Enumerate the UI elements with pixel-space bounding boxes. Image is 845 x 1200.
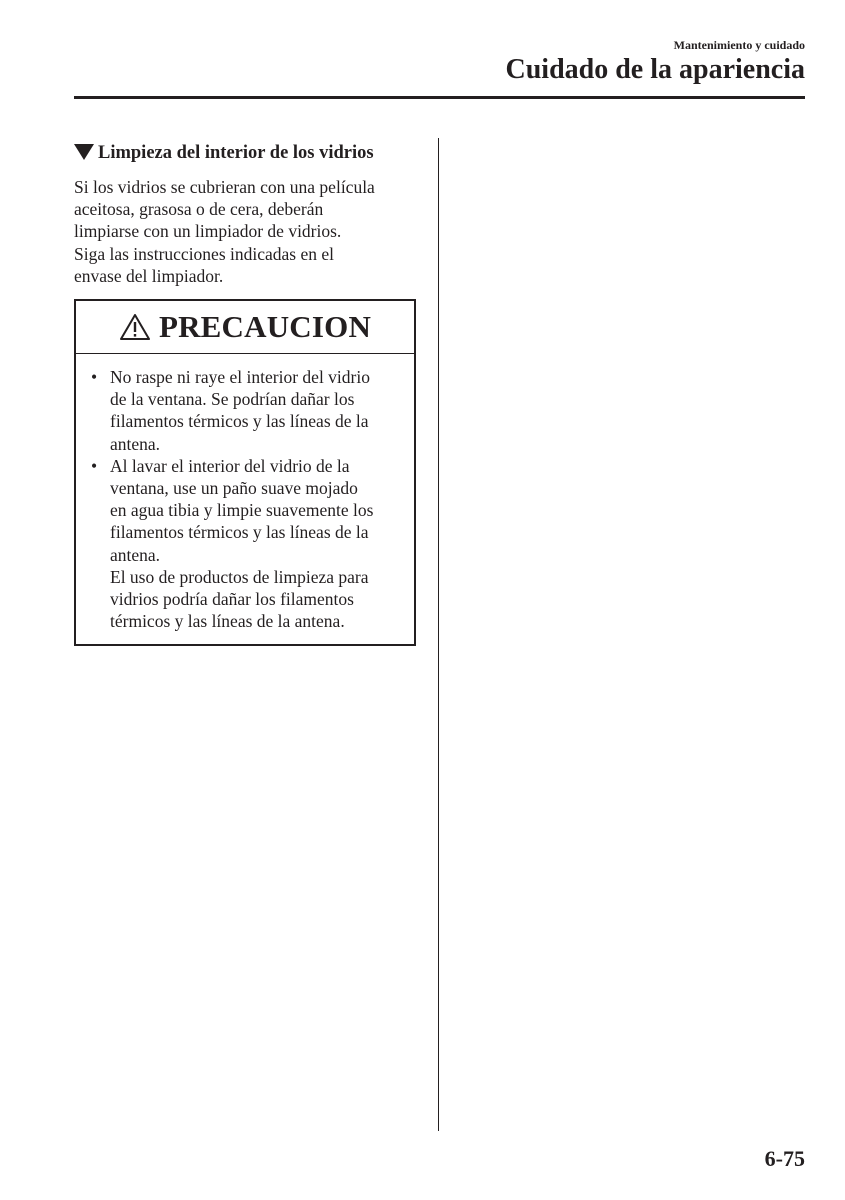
page-title: Cuidado de la apariencia bbox=[505, 54, 805, 85]
caution-item bbox=[89, 455, 404, 633]
triangle-down-icon bbox=[74, 144, 94, 160]
caution-header bbox=[76, 301, 414, 354]
header-divider bbox=[74, 96, 805, 99]
caution-title: PRECAUCION bbox=[158, 309, 372, 345]
caution-item bbox=[89, 366, 404, 455]
column-divider bbox=[438, 138, 439, 1131]
header-section-label: Mantenimiento y cuidado bbox=[673, 38, 805, 52]
section-paragraph: Si los vidrios se cubrieran con una película aceitosa, grasosa o de cera, deberán limpiarse con un limpiador de vidrios. Siga las instrucciones indicadas en el envase del limpiador. bbox=[74, 177, 375, 286]
page-number: 6-75 bbox=[764, 1146, 805, 1171]
bullet-icon: • bbox=[91, 455, 98, 476]
left-column bbox=[74, 140, 416, 646]
caution-box bbox=[74, 299, 416, 646]
section-heading-text: Limpieza del interior de los vidrios bbox=[98, 143, 374, 163]
section-heading bbox=[74, 140, 416, 166]
bullet-icon: • bbox=[91, 367, 98, 388]
warning-triangle-icon bbox=[119, 313, 151, 341]
caution-item-text: Al lavar el interior del vidrio de la ventana, use un paño suave mojado en agua tibia y limpie suavemente los filamentos térmicos y las líneas de la antena. El uso de productos de limpieza para vidrios podría dañar los filamentos térmicos y las líneas de la antena. bbox=[110, 455, 374, 632]
caution-item-text: No raspe ni raye el interior del vidrio de la ventana. Se podrían dañar los filamentos térmicos y las líneas de la antena. bbox=[110, 367, 370, 454]
caution-body bbox=[76, 354, 414, 644]
